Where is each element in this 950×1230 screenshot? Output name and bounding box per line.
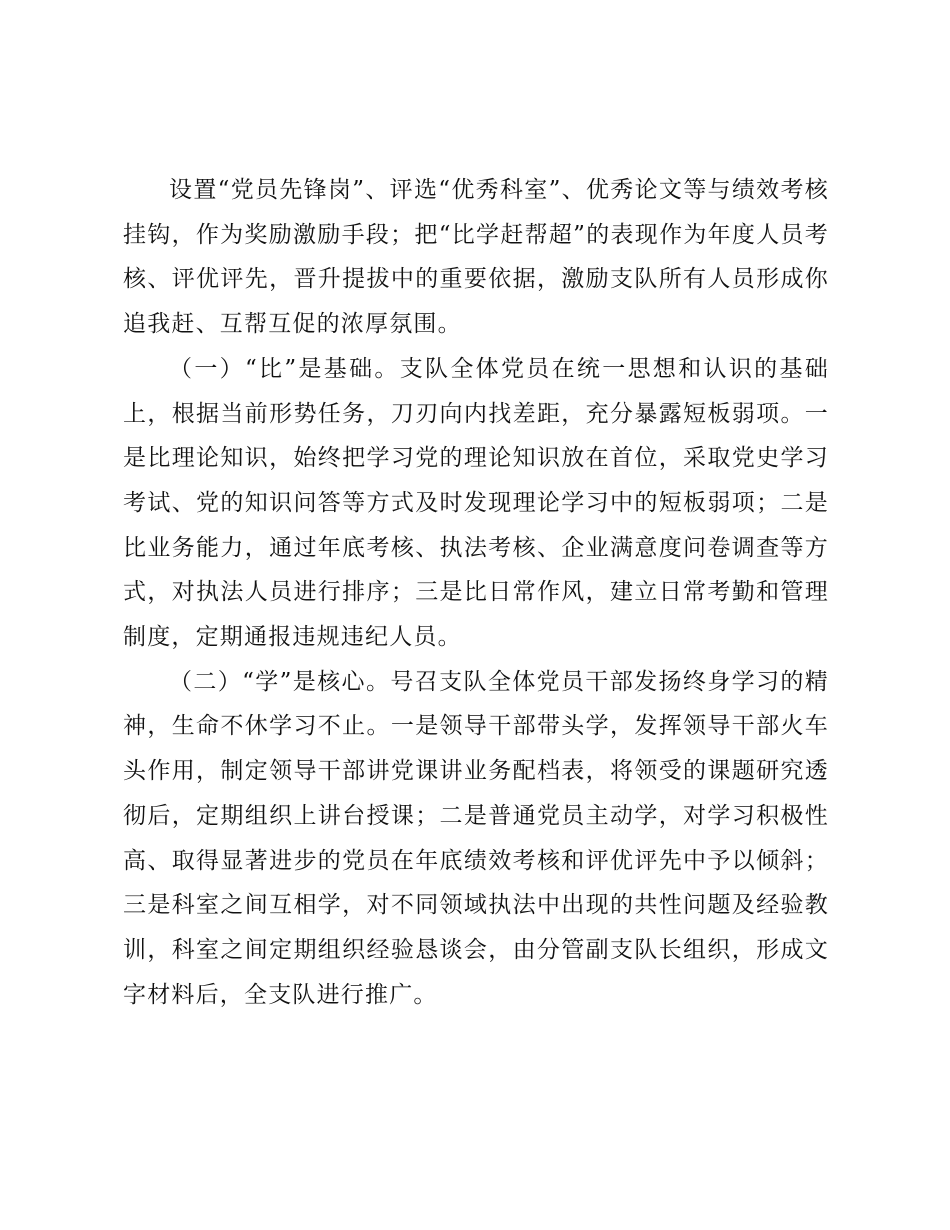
paragraph-incentives: 设置“党员先锋岗”、评选“优秀科室”、优秀论文等与绩效考核挂钩，作为奖励激励手段；把“比学赶帮超”的表现作为年度人员考核、评优评先，晋升提拔中的重要依据，激励支队所有人员形成你追我赶、互帮互促的浓厚氛围。 (123, 177, 829, 338)
paragraph-compare: （一）“比”是基础。支队全体党员在统一思想和认识的基础上，根据当前形势任务，刀刃向内找差距，充分暴露短板弱项。一是比理论知识，始终把学习党的理论知识放在首位，采取党史学习考试、党的知识问答等方式及时发现理论学习中的短板弱项；二是比业务能力，通过年底考核、执法考核、企业满意度问卷调查等方式，对执法人员进行排序；三是比日常作风，建立日常考勤和管理制度，定期通报违规违纪人员。 (123, 355, 829, 651)
paragraph-learn: （二）“学”是核心。号召支队全体党员干部发扬终身学习的精神，生命不休学习不止。一是领导干部带头学，发挥领导干部火车头作用，制定领导干部讲党课讲业务配档表，将领受的课题研究透彻后，定期组织上讲台授课；二是普通党员主动学，对学习积极性高、取得显著进步的党员在年底绩效考核和评优评先中予以倾斜；三是科室之间互相学，对不同领域执法中出现的共性问题及经验教训，科室之间定期组织经验恳谈会，由分管副支队长组织，形成文字材料后，全支队进行推广。 (123, 668, 829, 1008)
document-body (123, 168, 829, 1017)
